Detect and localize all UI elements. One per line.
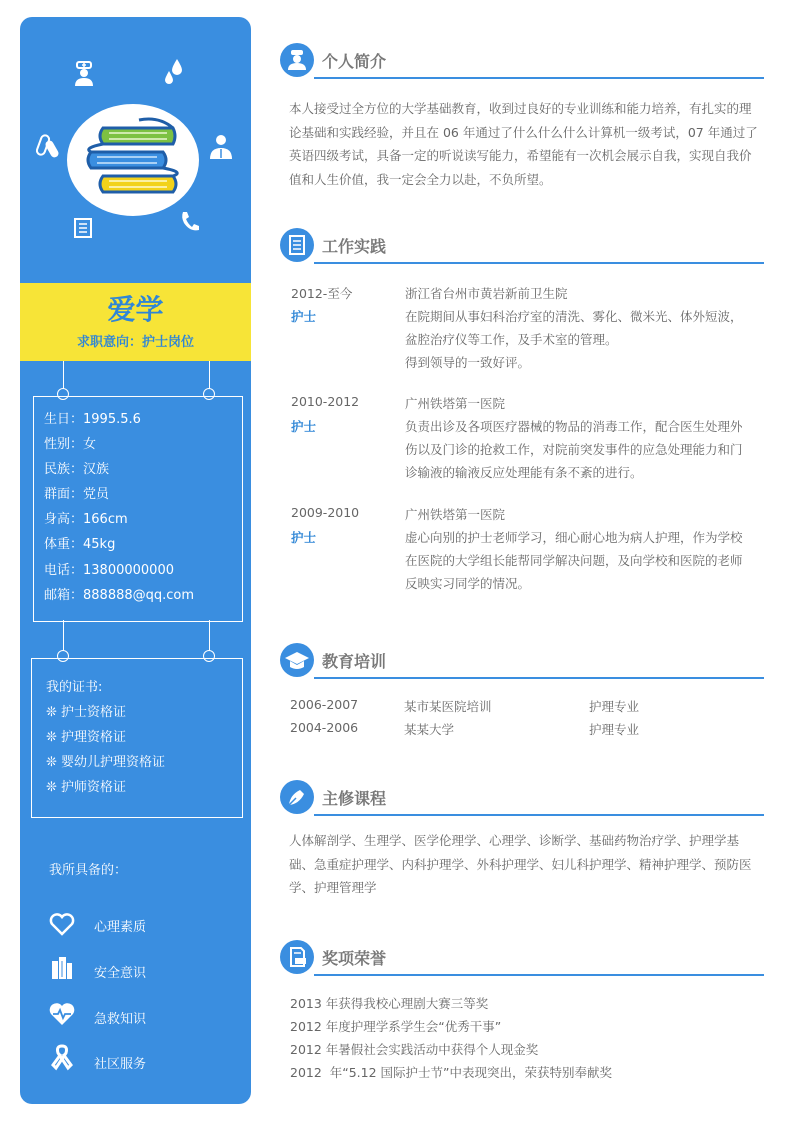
section-divider — [314, 77, 764, 79]
drops-icon — [162, 57, 186, 87]
work-desc: 诊输液的输液反应处理能有条不紊的进行。 — [405, 465, 643, 480]
pen-icon — [280, 780, 314, 814]
skill-label: 急救知识 — [94, 1012, 147, 1027]
connector-line — [63, 361, 64, 390]
section-circle — [280, 228, 314, 262]
award-item: 2013 年获得我校心理剧大赛三等奖 — [290, 996, 489, 1011]
section-title: 工作实践 — [322, 237, 387, 256]
section-title: 主修课程 — [322, 789, 387, 808]
section-title: 个人简介 — [322, 52, 387, 71]
section-header-courses — [280, 780, 764, 816]
connector-line — [209, 620, 210, 652]
info-birthday: 生日：1995.5.6 — [44, 412, 141, 427]
document-icon — [280, 228, 314, 262]
ribbon-icon — [48, 1043, 76, 1075]
work-period: 2012-至今 — [291, 286, 353, 301]
cert-item: ❊ 护师资格证 — [46, 780, 127, 795]
section-circle — [280, 780, 314, 814]
work-role: 护士 — [291, 419, 317, 434]
work-org: 浙江省台州市黄岩新前卫生院 — [405, 286, 568, 301]
work-period: 2009-2010 — [291, 505, 360, 520]
award-item: 2012 年“5.12 国际护士节”中表现突出，荣获特别奉献奖 — [290, 1065, 613, 1080]
connector-line — [63, 620, 64, 652]
section-circle — [280, 43, 314, 77]
award-item: 2012 年度护理学系学生会“优秀干事” — [290, 1019, 502, 1034]
books-logo-icon — [69, 106, 197, 214]
nurse-icon — [72, 60, 96, 88]
intro-text: 本人接受过全方位的大学基础教育，收到过良好的专业训练和能力培养，有扎实的理论基础和实践经验，并且在 06 年通过了什么什么什么计算机一级考试，07 年通过了英语四级考试，具备一定的听说读写能力，希望能有一次机会展示自我，实现自我价值和人生价值，我一定会全力以赴，不负所望。 — [289, 101, 758, 187]
info-email: 邮箱：888888@qq.com — [44, 588, 195, 603]
section-divider — [314, 974, 764, 976]
cert-label: 护理资格证 — [61, 730, 127, 745]
work-desc: 盆腔治疗仪等工作，及手术室的管理。 — [405, 332, 618, 347]
cert-item: ❊ 护士资格证 — [46, 705, 127, 720]
building-icon — [48, 955, 76, 985]
pills-icon — [36, 132, 64, 162]
certificates-title: 我的证书: — [46, 680, 103, 695]
skills-title: 我所具备的： — [49, 863, 128, 878]
edu-period: 2004-2006 — [290, 720, 359, 735]
section-divider — [314, 677, 764, 679]
work-role: 护士 — [291, 309, 317, 324]
work-role: 护士 — [291, 530, 317, 545]
section-header-education — [280, 643, 764, 679]
award-document-icon — [280, 940, 314, 974]
edu-period: 2006-2007 — [290, 697, 359, 712]
edu-major: 护理专业 — [589, 699, 640, 714]
work-period: 2010-2012 — [291, 394, 360, 409]
work-desc: 在院期间从事妇科治疗室的清洗、雾化、微米光、体外短波， — [405, 309, 743, 324]
work-desc: 伤以及门诊的抢救工作，对院前突发事件的应急处理能力和门 — [405, 442, 743, 457]
work-desc: 反映实习同学的情况。 — [405, 576, 531, 591]
work-org: 广州铁塔第一医院 — [405, 507, 506, 522]
connector-line — [209, 361, 210, 390]
info-weight: 体重：45kg — [44, 537, 116, 552]
name-banner — [20, 283, 251, 361]
cert-item: ❊ 护理资格证 — [46, 730, 127, 745]
courses-text: 人体解剖学、生理学、医学伦理学、心理学、诊断学、基础药物治疗学、护理学基础、急重症护理学、内科护理学、外科护理学、妇儿科护理学、精神护理学、预防医学、护理管理学 — [289, 833, 752, 895]
work-desc: 虚心向别的护士老师学习，细心耐心地为病人护理，作为学校 — [405, 530, 743, 545]
section-circle — [280, 940, 314, 974]
skill-label: 安全意识 — [94, 966, 147, 981]
info-height: 身高：166cm — [44, 512, 128, 527]
work-desc: 得到领导的一致好评。 — [405, 355, 531, 370]
skill-label: 社区服务 — [94, 1057, 147, 1072]
cert-label: 护师资格证 — [61, 780, 127, 795]
section-title: 奖项荣誉 — [322, 949, 387, 968]
edu-major: 护理专业 — [589, 722, 640, 737]
section-header-profile — [280, 43, 764, 79]
section-circle — [280, 643, 314, 677]
nurse-icon — [280, 43, 314, 77]
info-phone: 电话：13800000000 — [44, 563, 174, 578]
section-divider — [314, 814, 764, 816]
section-title: 教育培训 — [322, 652, 387, 671]
work-org: 广州铁塔第一医院 — [405, 396, 506, 411]
section-header-awards — [280, 940, 764, 976]
skill-label: 心理素质 — [94, 920, 147, 935]
work-desc: 在医院的大学组长能帮同学解决问题，及向学校和医院的老师 — [405, 553, 743, 568]
job-intent: 求职意向：护士岗位 — [76, 335, 194, 350]
info-political: 群面：党员 — [44, 487, 110, 502]
cert-label: 护士资格证 — [61, 705, 127, 720]
heart-icon — [48, 912, 76, 940]
doctor-icon — [208, 132, 234, 160]
award-item: 2012 年暑假社会实践活动中获得个人现金奖 — [290, 1042, 539, 1057]
document-icon — [72, 217, 94, 239]
info-ethnicity: 民族：汉族 — [44, 462, 110, 477]
logo-circle — [67, 104, 199, 216]
cert-label: 婴幼儿护理资格证 — [61, 755, 166, 770]
info-gender: 性别：女 — [44, 437, 97, 452]
edu-school: 某某大学 — [404, 722, 455, 737]
section-header-work — [280, 228, 764, 264]
cert-item: ❊ 婴幼儿护理资格证 — [46, 755, 166, 770]
section-divider — [314, 262, 764, 264]
graduation-cap-icon — [280, 643, 314, 677]
candidate-name: 爱学 — [107, 293, 164, 326]
work-desc: 负责出诊及各项医疗器械的物品的消毒工作，配合医生处理外 — [405, 419, 743, 434]
edu-school: 某市某医院培训 — [404, 699, 492, 714]
heartbeat-icon — [48, 1001, 76, 1031]
